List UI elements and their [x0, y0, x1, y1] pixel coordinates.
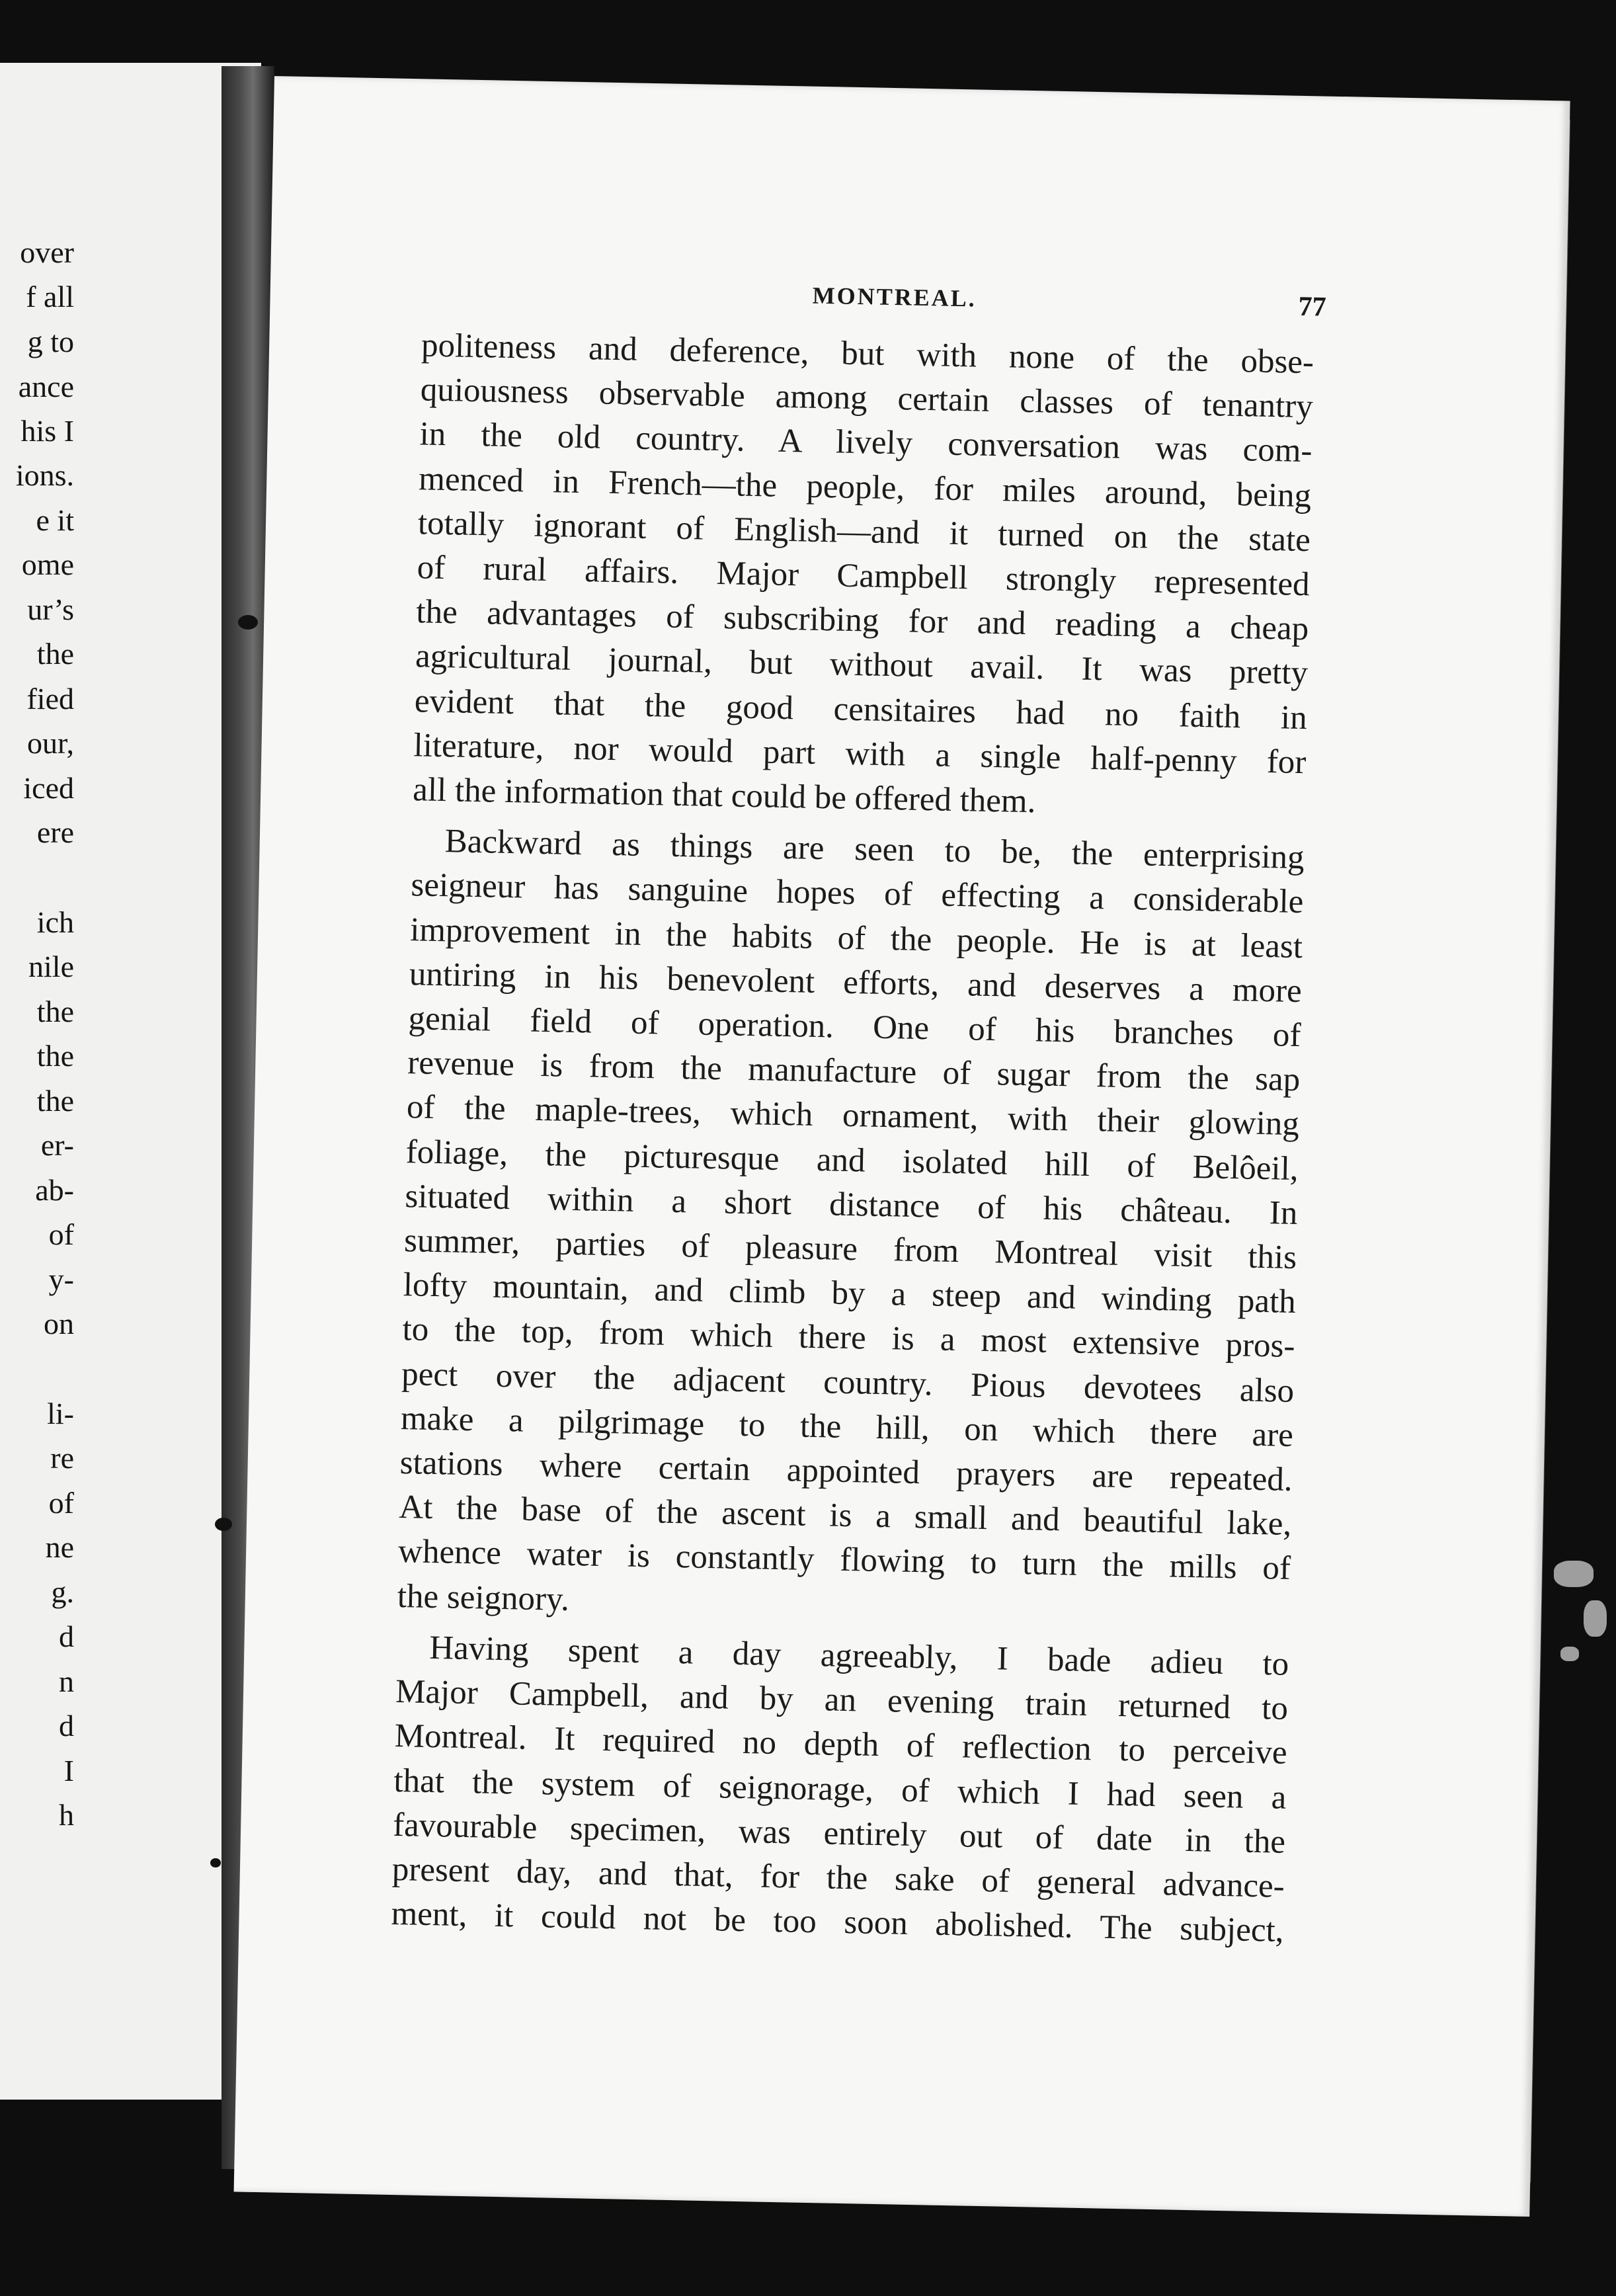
text-line: in the old country. A lively conversation was com-: [419, 415, 1313, 470]
facing-page-line-fragment: g to: [27, 325, 74, 358]
facing-page-line-fragment: the: [36, 1039, 74, 1073]
facing-page-line-fragment: of: [48, 1486, 74, 1520]
text-line: politeness and deference, but with none of the obse-: [421, 327, 1314, 382]
text-line: make a pilgrimage to the hill, on which there are: [400, 1399, 1294, 1454]
facing-page-line-fragment: li-: [47, 1397, 74, 1430]
text-line: of the maple-trees, which ornament, with their glowing: [406, 1088, 1300, 1143]
text-line: the advantages of subscribing for and reading a cheap: [415, 593, 1309, 648]
text-line: whence water is constantly flowing to turn the mills of: [397, 1533, 1291, 1588]
binding-mark: [238, 615, 258, 630]
facing-page-line-fragment: g.: [51, 1575, 74, 1609]
text-line: summer, parties of pleasure from Montreal visit this: [403, 1222, 1297, 1277]
paragraph: [413, 323, 1314, 829]
facing-page-line-fragment: n: [59, 1664, 74, 1698]
facing-page-line-fragment: the: [36, 637, 74, 671]
text-line: seigneur has sanguine hopes of effecting a considerable: [411, 866, 1304, 921]
text-line: lofty mountain, and climb by a steep and winding path: [403, 1266, 1297, 1321]
text-line: revenue is from the manufacture of sugar from the sap: [407, 1044, 1301, 1099]
text-line: genial field of operation. One of his branches of: [408, 1000, 1301, 1055]
facing-page-line-fragment: ne: [45, 1530, 74, 1564]
text-line: quiousness observable among certain classes of tenantry: [420, 371, 1314, 426]
facing-page-line-fragment: I: [63, 1754, 74, 1787]
text-line: totally ignorant of English—and it turned on the state: [417, 505, 1311, 559]
facing-page-line-fragment: fied: [26, 682, 74, 716]
facing-page-line-fragment: er-: [40, 1128, 74, 1162]
facing-page-line-fragment: ere: [36, 815, 74, 849]
text-line: all the information that could be offered them.: [412, 771, 1036, 821]
facing-page-line-fragment: his I: [20, 414, 74, 448]
facing-page-line-fragment: ions.: [15, 458, 74, 492]
text-line: Backward as things are seen to be, the enterprising: [444, 823, 1305, 877]
facing-page-line-fragment: our,: [27, 726, 74, 760]
facing-page-line-fragment: of: [48, 1217, 74, 1251]
facing-page-line-fragment: iced: [23, 771, 74, 805]
text-line: the seignory.: [397, 1577, 570, 1618]
paragraph: [397, 819, 1305, 1635]
facing-page-line-fragment: the: [36, 1084, 74, 1118]
text-line: stations where certain appointed prayers are repeated.: [399, 1444, 1293, 1499]
facing-page-line-fragment: ur’s: [27, 593, 74, 626]
text-line: to the top, from which there is a most extensive pros-: [402, 1311, 1295, 1366]
binding-mark: [215, 1518, 232, 1531]
text-line: situated within a short distance of his château. In: [404, 1177, 1298, 1232]
text-line: At the base of the ascent is a small and beautiful lake,: [398, 1489, 1292, 1543]
facing-page-line-fragment: on: [44, 1307, 74, 1340]
paragraph: [391, 1625, 1289, 1953]
scan-speck: [1560, 1647, 1579, 1661]
text-line: favourable specimen, was entirely out of date in the: [392, 1806, 1286, 1861]
text-line: that the system of seignorage, of which I had seen a: [393, 1762, 1287, 1817]
facing-page-line-fragment: ome: [21, 548, 74, 581]
text-line: menced in French—the people, for miles around, being: [418, 460, 1312, 514]
facing-page-line-fragment: the: [36, 995, 74, 1028]
text-line: foliage, the picturesque and isolated hill of Belôeil,: [405, 1133, 1299, 1188]
text-line: Having spent a day agreeably, I bade adieu to: [428, 1629, 1289, 1683]
text-line: literature, nor would part with a single half-penny for: [413, 727, 1307, 781]
facing-page-line-fragment: y-: [48, 1262, 74, 1296]
text-line: Montreal. It required no depth of reflection to perceive: [394, 1717, 1288, 1772]
facing-page-line-fragment: ab-: [35, 1173, 74, 1207]
running-head: MONTREAL.: [812, 282, 977, 312]
scan-speck: [1584, 1600, 1607, 1637]
text-line: pect over the adjacent country. Pious devotees also: [401, 1355, 1295, 1410]
text-line: evident that the good censitaires had no faith in: [414, 682, 1308, 737]
text-line: ment, it could not be too soon abolished. The subject,: [391, 1895, 1284, 1949]
facing-page-line-fragment: e it: [36, 503, 74, 537]
facing-page-line-fragment: over: [20, 235, 74, 269]
scan-speck: [1554, 1561, 1594, 1587]
page-number: 77: [1298, 291, 1327, 323]
text-line: untiring in his benevolent efforts, and deserves a more: [409, 956, 1303, 1010]
text-line: agricultural journal, but without avail. It was pretty: [415, 637, 1309, 692]
facing-page-line-fragment: d: [59, 1709, 74, 1742]
facing-page-line-fragment: d: [59, 1620, 74, 1653]
book-page: [234, 76, 1570, 2217]
page-body: [391, 323, 1314, 1953]
facing-page-line-fragment: ich: [36, 905, 74, 939]
text-line: Major Campbell, and by an evening train returned to: [395, 1673, 1289, 1727]
binding-mark: [210, 1858, 221, 1867]
text-line: improvement in the habits of the people. He is at least: [409, 911, 1303, 965]
facing-page-line-fragment: h: [59, 1798, 74, 1832]
facing-page-line-fragment: nile: [28, 950, 74, 983]
facing-page-line-fragment: re: [50, 1441, 74, 1475]
text-line: present day, and that, for the sake of general advance-: [391, 1850, 1285, 1905]
facing-page-line-fragment: ance: [18, 370, 74, 403]
facing-page-line-fragment: f all: [26, 280, 74, 313]
text-line: of rural affairs. Major Campbell strongly represented: [417, 549, 1311, 604]
